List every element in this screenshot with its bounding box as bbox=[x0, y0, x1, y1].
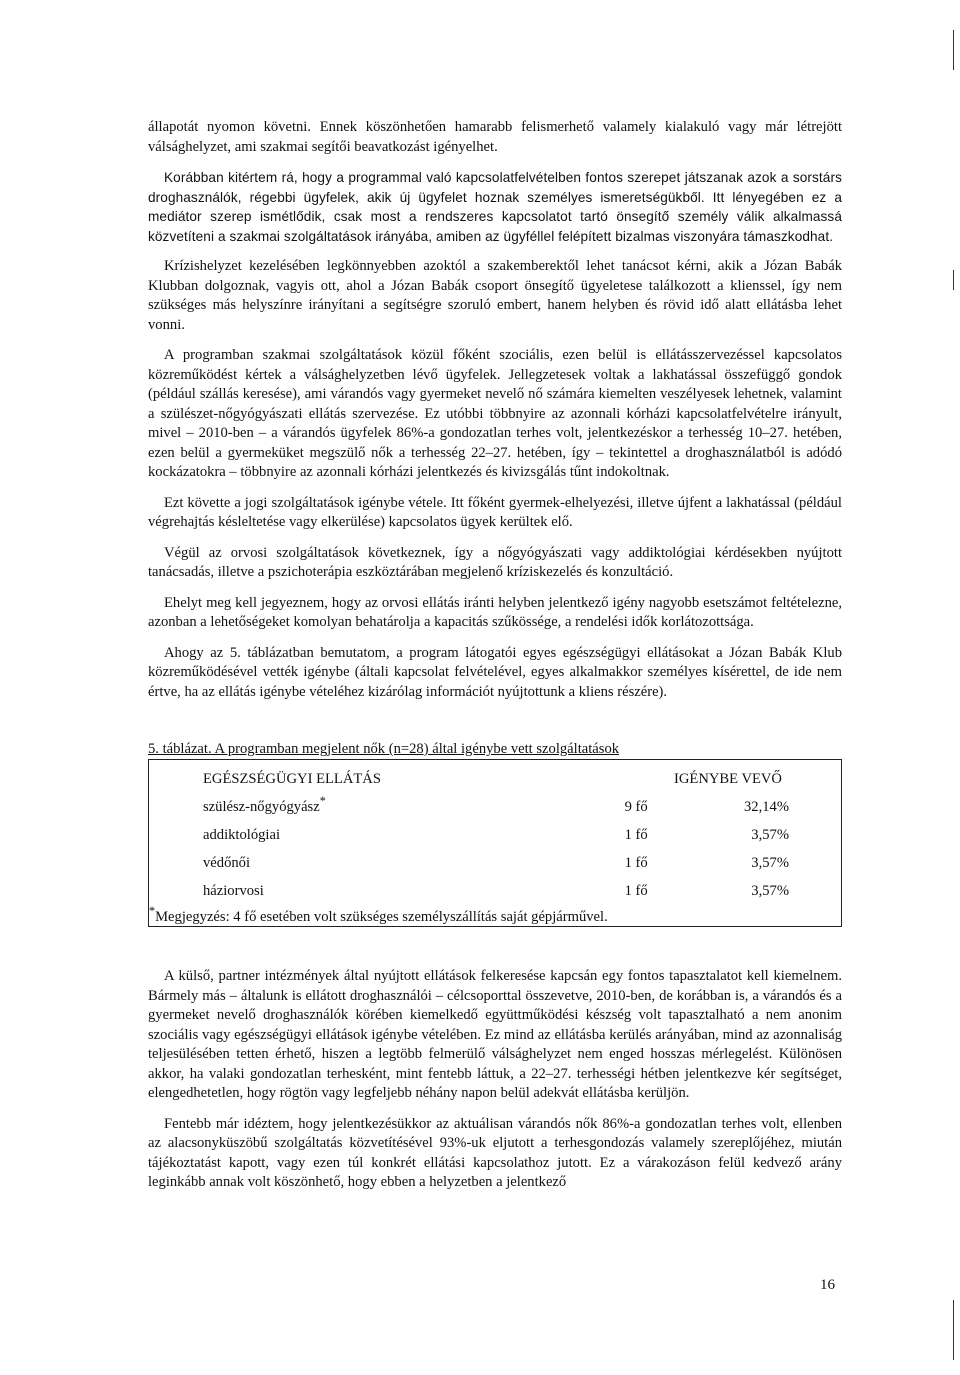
paragraph: állapotát nyomon követni. Ennek köszönhetően hamarabb felismerhető valamely kialakuló vagy már létrejött válsághelyzet, ami szakmai segítői beavatkozást igényelhet. bbox=[148, 119, 842, 155]
scan-edge-line bbox=[953, 30, 954, 70]
paragraph: Fentebb már idéztem, hogy jelentkezésükkor az aktuálisan várandós nők 86%-a gondozatlan terhes volt, ellenben az alacsonyküszöbű szolgáltatás közvetítésével 93%-uk eljutott a terhesgondozás valamely szereplőjéhez, miután tájékoztatást kapott, vagy ezen túl konkrét ellátási kapcsolathoz jutott. Ez a várakozáson felül kedvező arány leginkább annak volt köszönhető, hogy ebben a helyzetben a jelentkező bbox=[148, 1115, 842, 1190]
row-percent: 32,14% bbox=[744, 799, 789, 815]
table-caption bbox=[148, 740, 842, 759]
row-count: 9 fő bbox=[624, 799, 648, 815]
footnote-mark: * bbox=[319, 794, 326, 809]
paragraph: Ahogy az 5. táblázatban bemutatom, a program látogatói egyes egészségügyi ellátásokat a Józan Babák Klub közreműködésével vették igénybe (általi kapcsolat felvételével, egyes alkalmakkor személyes kísérettel, de ide nem értve, ha az ellátás igénybe vételéhez kizárólag információt nyújtottunk a kliens részére). bbox=[148, 644, 842, 700]
row-percent: 3,57% bbox=[751, 855, 789, 871]
table-note-row bbox=[149, 900, 842, 927]
services-table bbox=[148, 759, 842, 927]
paragraph: A programban szakmai szolgáltatások közül főként szociális, ezen belül is ellátásszervezéssel kapcsolatos közreműködést kértek a válsághelyzetben lévő ügyfelek. Jellegzetesek voltak a lakhatással összefüggő gondok (például szállás keresése), ami várandós vagy gyermeket nevelő nő számára kiemelten veszélyesek lehetnek, valamint a szülészet-nőgyógyászati ellátás szervezése. Ez utóbbi többnyire az azonnali kórházi kapcsolatfelvételre irányult, mivel – 2010-ben – a várandós ügyfelek 86%-a gondozatlan terhes volt, jelentkezéskor a terhesség 10–27. hetében, ezen belül a gyermeküket megszülő nők a terhesség 22–27. hetében, így – tekintettel a droghasználatból is adódó kockázatokra – többnyire az azonnali kórházi jelentkezés és kivizsgálás tűnt indokoltnak. bbox=[148, 347, 842, 480]
table-row bbox=[149, 788, 842, 816]
row-name: háziorvosi bbox=[203, 883, 264, 899]
paragraph: A külső, partner intézmények által nyújtott ellátások felkeresése kapcsán egy fontos tapasztalatot kell kiemelnem. Bármely más – általunk is ellátott droghasználói – célcsoporttal összevetve, 2010-ben, de korábban is, a várandós és a gyermeket nevelő droghasználók körében kiemelkedő együttműködési készség volt tapasztalható a nem anonim szociális vagy egészségügyi ellátások igénybe vételében. Ez mind az ellátásba kerülés arányában, mind az azonnaliság teljesülésében tetten érhető, hiszen a legtöbb felmerülő válsághelyzet nem enged hosszas mérlegelést. Különösen akkor, ha valaki gondozatlan terhesként, mint fentebb láttuk, a 22–27. terhességi hétben jelentkezve kér segítséget, elengedhetetlen, hogy rögtön vagy legfeljebb néhány napon belül adekvát ellátásba kerüljön. bbox=[148, 968, 842, 1101]
row-name: védőnői bbox=[203, 855, 251, 871]
table-row bbox=[149, 872, 842, 900]
row-count: 1 fő bbox=[624, 883, 648, 899]
paragraph: Krízishelyzet kezelésében legkönnyebben azoktól a szakemberektől lehet tanácsot kérni, akik a Józan Babák Klubban dolgoznak, vagyis ott, ahol a Józan Babák csoport önsegítő ügyeletese találkozott a klienssel, így nem szükséges más helyszínre irányítani a segítségre szoruló embert, hanem helyben és rövid idő alatt ellátásba lehet vonni. bbox=[148, 258, 842, 333]
paragraph: Ezt követte a jogi szolgáltatások igénybe vétele. Itt főként gyermek-elhelyezési, illetve újfent a lakhatással (például végrehajtás késleltetése vagy elkerülése) kapcsolatos ügyek kerültek elő. bbox=[148, 494, 842, 530]
table-note: Megjegyzés: 4 fő esetében volt szükséges személyszállítás saját gépjárművel. bbox=[155, 909, 608, 925]
row-name: szülész-nőgyógyász bbox=[203, 799, 320, 815]
row-percent: 3,57% bbox=[751, 883, 789, 899]
row-count: 1 fő bbox=[624, 855, 648, 871]
scan-edge-line bbox=[953, 270, 954, 290]
paragraph: Ehelyt meg kell jegyeznem, hogy az orvosi ellátás iránti helyben jelentkező igény nagyobb esetszámot feltételezne, azonban a lehetőségeket komolyan behatárolja a kapacitás szűkössége, a rendelési idők korlátozottsága. bbox=[148, 594, 842, 630]
paragraph: Végül az orvosi szolgáltatások következnek, így a nőgyógyászati vagy addiktológiai kérdésekben nyújtott tanácsadás, illetve a pszichoterápia eszköztárában megjelenő kríziskezelés és konzultáció. bbox=[148, 544, 842, 580]
table-caption-prefix: 5. táblázat. bbox=[148, 741, 212, 757]
table-caption-text: A programban megjelent nők (n=28) által igénybe vett szolgáltatások bbox=[211, 741, 620, 757]
header-users: IGÉNYBE VEVŐ bbox=[674, 771, 782, 787]
row-percent: 3,57% bbox=[751, 827, 789, 843]
page-number: 16 bbox=[820, 1277, 835, 1293]
row-name: addiktológiai bbox=[203, 827, 281, 843]
table-header-row bbox=[149, 760, 842, 789]
table-row bbox=[149, 844, 842, 872]
footnote-mark: * bbox=[149, 904, 156, 919]
row-count: 1 fő bbox=[624, 827, 648, 843]
table-row bbox=[149, 816, 842, 844]
scan-edge-line bbox=[953, 1300, 954, 1360]
paragraph: Korábban kitértem rá, hogy a programmal való kapcsolatfelvételben fontos szerepet játszanak azok a sorstárs droghasználók, régebbi ügyfelek, akik új ügyfelet hoznak személyes ismeretségükből. Itt lényegében ez a mediátor szerep ismétlődik, csak most a rendszeres kapcsolatot tartó önsegítő személy válik alkalmassá közvetíteni a szakmai szolgáltatások irányába, amiben az ügyféllel felépített bizalmas viszonyára támaszkodhat. bbox=[148, 170, 842, 244]
header-care: EGÉSZSÉGÜGYI ELLÁTÁS bbox=[203, 771, 381, 787]
document-page bbox=[148, 118, 842, 1193]
